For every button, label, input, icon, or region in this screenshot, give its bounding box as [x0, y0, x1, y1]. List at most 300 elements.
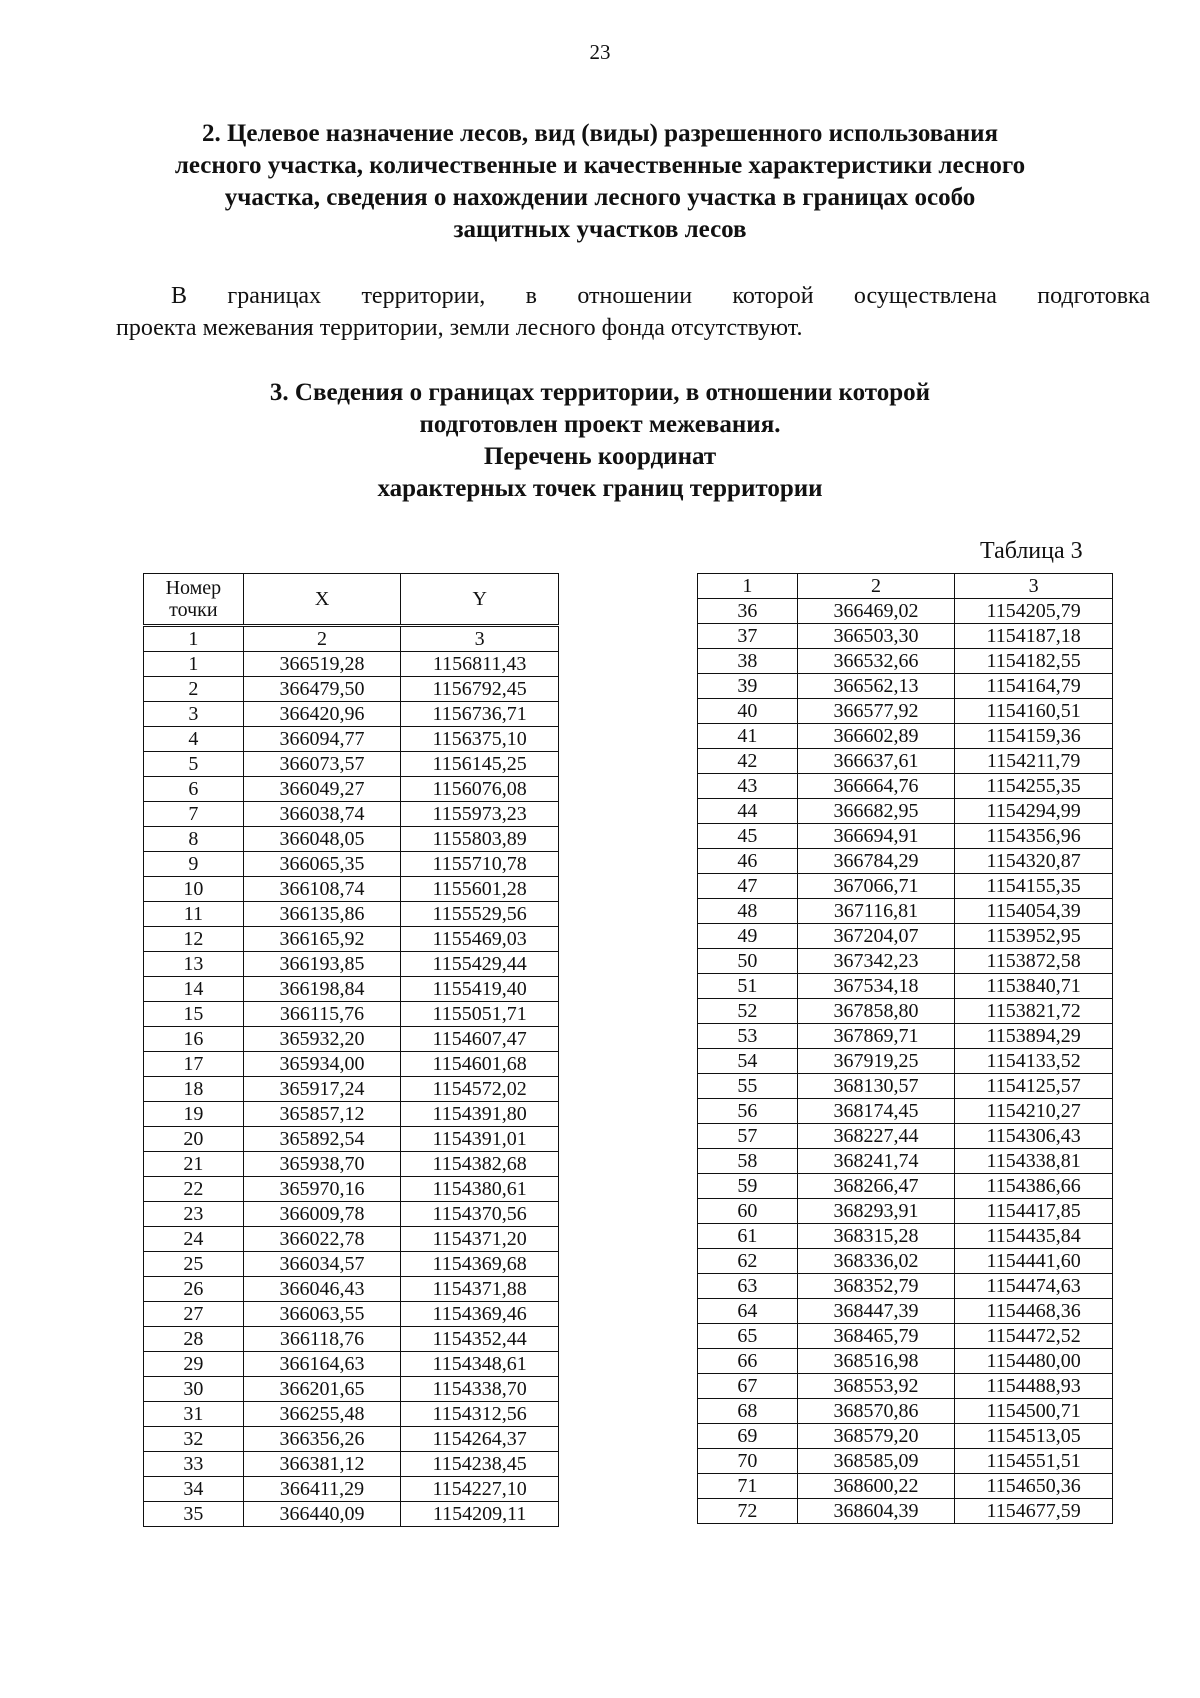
- x-coordinate-cell: 365938,70: [243, 1152, 401, 1177]
- heading-line: лесного участка, количественные и качественные характеристики лесного: [174, 152, 1026, 179]
- x-coordinate-cell: 368604,39: [797, 1499, 955, 1524]
- heading-line: подготовлен проект межевания.: [419, 411, 781, 438]
- point-number-cell: 20: [144, 1127, 244, 1152]
- y-coordinate-cell: 1153872,58: [955, 949, 1113, 974]
- y-coordinate-cell: 1154159,36: [955, 724, 1113, 749]
- y-coordinate-cell: 1154380,61: [401, 1177, 559, 1202]
- table-row: [698, 674, 1113, 699]
- y-coordinate-cell: 1154500,71: [955, 1399, 1113, 1424]
- table-row: [144, 952, 559, 977]
- x-coordinate-cell: 365970,16: [243, 1177, 401, 1202]
- point-number-cell: 69: [698, 1424, 798, 1449]
- table-row: [144, 1152, 559, 1177]
- table-row: [698, 1349, 1113, 1374]
- point-number-cell: 11: [144, 902, 244, 927]
- x-coordinate-cell: 367869,71: [797, 1024, 955, 1049]
- x-coordinate-cell: 368585,09: [797, 1449, 955, 1474]
- y-coordinate-cell: 1154382,68: [401, 1152, 559, 1177]
- x-coordinate-cell: 367919,25: [797, 1049, 955, 1074]
- point-number-cell: 30: [144, 1377, 244, 1402]
- point-number-cell: 64: [698, 1299, 798, 1324]
- x-coordinate-cell: 368516,98: [797, 1349, 955, 1374]
- x-coordinate-cell: 366440,09: [243, 1502, 401, 1527]
- table-row: [144, 752, 559, 777]
- x-coordinate-cell: 366637,61: [797, 749, 955, 774]
- x-coordinate-cell: 368130,57: [797, 1074, 955, 1099]
- table-row: [144, 1252, 559, 1277]
- table-row: [698, 849, 1113, 874]
- y-coordinate-cell: 1154572,02: [401, 1077, 559, 1102]
- x-coordinate-cell: 366664,76: [797, 774, 955, 799]
- y-coordinate-cell: 1154480,00: [955, 1349, 1113, 1374]
- table-row: [144, 852, 559, 877]
- x-coordinate-cell: 367858,80: [797, 999, 955, 1024]
- point-number-cell: 70: [698, 1449, 798, 1474]
- heading-line: характерных точек границ территории: [377, 475, 823, 502]
- y-coordinate-cell: 1154155,35: [955, 874, 1113, 899]
- point-number-cell: 42: [698, 749, 798, 774]
- point-number-cell: 37: [698, 624, 798, 649]
- y-coordinate-cell: 1155419,40: [401, 977, 559, 1002]
- y-coordinate-cell: 1155529,56: [401, 902, 559, 927]
- point-number-cell: 9: [144, 852, 244, 877]
- x-coordinate-cell: 366784,29: [797, 849, 955, 874]
- y-coordinate-cell: 1154211,79: [955, 749, 1113, 774]
- y-coordinate-cell: 1154306,43: [955, 1124, 1113, 1149]
- y-coordinate-cell: 1154551,51: [955, 1449, 1113, 1474]
- point-number-cell: 10: [144, 877, 244, 902]
- x-coordinate-cell: 367342,23: [797, 949, 955, 974]
- point-number-cell: 1: [144, 652, 244, 677]
- x-coordinate-cell: 365892,54: [243, 1127, 401, 1152]
- x-coordinate-cell: 367534,18: [797, 974, 955, 999]
- x-coordinate-cell: 366073,57: [243, 752, 401, 777]
- y-coordinate-cell: 1154607,47: [401, 1027, 559, 1052]
- table-row: [698, 874, 1113, 899]
- x-coordinate-cell: 366519,28: [243, 652, 401, 677]
- table-row: [698, 624, 1113, 649]
- x-coordinate-cell: 368266,47: [797, 1174, 955, 1199]
- column-number: 3: [401, 626, 559, 652]
- point-number-cell: 19: [144, 1102, 244, 1127]
- heading-line: участка, сведения о нахождении лесного участка в границах особо: [224, 184, 976, 211]
- y-coordinate-cell: 1154391,80: [401, 1102, 559, 1127]
- point-number-cell: 56: [698, 1099, 798, 1124]
- x-coordinate-cell: 368174,45: [797, 1099, 955, 1124]
- table-row: [144, 1327, 559, 1352]
- x-coordinate-cell: 368315,28: [797, 1224, 955, 1249]
- point-number-cell: 40: [698, 699, 798, 724]
- y-coordinate-cell: 1153840,71: [955, 974, 1113, 999]
- section-2-paragraph: [116, 280, 1150, 344]
- x-coordinate-cell: 366135,86: [243, 902, 401, 927]
- x-coordinate-cell: 366022,78: [243, 1227, 401, 1252]
- y-coordinate-cell: 1154371,88: [401, 1277, 559, 1302]
- point-number-cell: 72: [698, 1499, 798, 1524]
- x-coordinate-cell: 366602,89: [797, 724, 955, 749]
- table-row: [698, 1324, 1113, 1349]
- y-coordinate-cell: 1155601,28: [401, 877, 559, 902]
- table-row: [144, 1477, 559, 1502]
- point-number-cell: 49: [698, 924, 798, 949]
- x-coordinate-cell: 368600,22: [797, 1474, 955, 1499]
- x-coordinate-cell: 366048,05: [243, 827, 401, 852]
- table-row: [698, 724, 1113, 749]
- table-row: [698, 1299, 1113, 1324]
- x-coordinate-cell: 366201,65: [243, 1377, 401, 1402]
- header-y: Y: [401, 574, 559, 626]
- point-number-cell: 21: [144, 1152, 244, 1177]
- table-row: [698, 799, 1113, 824]
- y-coordinate-cell: 1154601,68: [401, 1052, 559, 1077]
- x-coordinate-cell: 366108,74: [243, 877, 401, 902]
- table-caption: Таблица 3: [980, 538, 1083, 564]
- y-coordinate-cell: 1154133,52: [955, 1049, 1113, 1074]
- point-number-cell: 59: [698, 1174, 798, 1199]
- point-number-cell: 39: [698, 674, 798, 699]
- y-coordinate-cell: 1154187,18: [955, 624, 1113, 649]
- y-coordinate-cell: 1154160,51: [955, 699, 1113, 724]
- table-row: [698, 999, 1113, 1024]
- x-coordinate-cell: 366577,92: [797, 699, 955, 724]
- x-coordinate-cell: 366065,35: [243, 852, 401, 877]
- y-coordinate-cell: 1154352,44: [401, 1327, 559, 1352]
- x-coordinate-cell: 365934,00: [243, 1052, 401, 1077]
- table-row: [698, 1124, 1113, 1149]
- section-2-heading: [140, 118, 1060, 246]
- point-number-cell: 41: [698, 724, 798, 749]
- x-coordinate-cell: 368293,91: [797, 1199, 955, 1224]
- y-coordinate-cell: 1154677,59: [955, 1499, 1113, 1524]
- column-number: 2: [797, 574, 955, 599]
- y-coordinate-cell: 1154264,37: [401, 1427, 559, 1452]
- x-coordinate-cell: 368570,86: [797, 1399, 955, 1424]
- heading-line: Перечень координат: [483, 443, 717, 470]
- table-row: [698, 974, 1113, 999]
- y-coordinate-cell: 1154435,84: [955, 1224, 1113, 1249]
- y-coordinate-cell: 1154238,45: [401, 1452, 559, 1477]
- table-row: [698, 1499, 1113, 1524]
- x-coordinate-cell: 365917,24: [243, 1077, 401, 1102]
- point-number-cell: 65: [698, 1324, 798, 1349]
- y-coordinate-cell: 1155469,03: [401, 927, 559, 952]
- table-row: [144, 1377, 559, 1402]
- table-row: [698, 749, 1113, 774]
- point-number-cell: 27: [144, 1302, 244, 1327]
- point-number-cell: 17: [144, 1052, 244, 1077]
- point-number-cell: 45: [698, 824, 798, 849]
- table-row: [698, 1199, 1113, 1224]
- point-number-cell: 44: [698, 799, 798, 824]
- header-x: X: [243, 574, 401, 626]
- y-coordinate-cell: 1156792,45: [401, 677, 559, 702]
- x-coordinate-cell: 366411,29: [243, 1477, 401, 1502]
- table-row: [144, 1077, 559, 1102]
- point-number-cell: 16: [144, 1027, 244, 1052]
- column-number-row: [698, 574, 1113, 599]
- x-coordinate-cell: 366694,91: [797, 824, 955, 849]
- y-coordinate-cell: 1154386,66: [955, 1174, 1113, 1199]
- paragraph-line: В границах территории, в отношении которой осуществлена подготовка: [171, 283, 1150, 309]
- x-coordinate-cell: 366115,76: [243, 1002, 401, 1027]
- table-row: [144, 1002, 559, 1027]
- x-coordinate-cell: 366198,84: [243, 977, 401, 1002]
- y-coordinate-cell: 1155429,44: [401, 952, 559, 977]
- y-coordinate-cell: 1153821,72: [955, 999, 1113, 1024]
- table-row: [698, 1174, 1113, 1199]
- point-number-cell: 66: [698, 1349, 798, 1374]
- point-number-cell: 61: [698, 1224, 798, 1249]
- y-coordinate-cell: 1154312,56: [401, 1402, 559, 1427]
- table-row: [698, 924, 1113, 949]
- point-number-cell: 50: [698, 949, 798, 974]
- table-row: [144, 1452, 559, 1477]
- table-header-row: [144, 574, 559, 626]
- table-row: [698, 1374, 1113, 1399]
- table-row: [144, 1352, 559, 1377]
- x-coordinate-cell: 366049,27: [243, 777, 401, 802]
- table-row: [144, 1127, 559, 1152]
- y-coordinate-cell: 1155803,89: [401, 827, 559, 852]
- table-row: [698, 824, 1113, 849]
- x-coordinate-cell: 366479,50: [243, 677, 401, 702]
- table-row: [144, 1052, 559, 1077]
- coordinates-table-left: [143, 573, 559, 1527]
- y-coordinate-cell: 1154369,46: [401, 1302, 559, 1327]
- table-row: [144, 727, 559, 752]
- y-coordinate-cell: 1153894,29: [955, 1024, 1113, 1049]
- point-number-cell: 67: [698, 1374, 798, 1399]
- y-coordinate-cell: 1154474,63: [955, 1274, 1113, 1299]
- y-coordinate-cell: 1154348,61: [401, 1352, 559, 1377]
- column-number-row: [144, 626, 559, 652]
- heading-line: 3. Сведения о границах территории, в отношении которой: [269, 379, 931, 406]
- point-number-cell: 28: [144, 1327, 244, 1352]
- point-number-cell: 36: [698, 599, 798, 624]
- point-number-cell: 48: [698, 899, 798, 924]
- table-row: [144, 1177, 559, 1202]
- x-coordinate-cell: 366009,78: [243, 1202, 401, 1227]
- table-row: [144, 1402, 559, 1427]
- x-coordinate-cell: 366503,30: [797, 624, 955, 649]
- y-coordinate-cell: 1156736,71: [401, 702, 559, 727]
- point-number-cell: 55: [698, 1074, 798, 1099]
- y-coordinate-cell: 1154356,96: [955, 824, 1113, 849]
- x-coordinate-cell: 365932,20: [243, 1027, 401, 1052]
- table-row: [144, 1277, 559, 1302]
- table-row: [698, 899, 1113, 924]
- y-coordinate-cell: 1153952,95: [955, 924, 1113, 949]
- section-3-heading: [140, 377, 1060, 505]
- table-row: [698, 949, 1113, 974]
- point-number-cell: 35: [144, 1502, 244, 1527]
- x-coordinate-cell: 366118,76: [243, 1327, 401, 1352]
- point-number-cell: 34: [144, 1477, 244, 1502]
- y-coordinate-cell: 1154513,05: [955, 1424, 1113, 1449]
- table-row: [698, 1024, 1113, 1049]
- point-number-cell: 6: [144, 777, 244, 802]
- column-number: 1: [698, 574, 798, 599]
- coordinates-table-right: [697, 573, 1113, 1524]
- table-row: [144, 877, 559, 902]
- table-row: [698, 599, 1113, 624]
- y-coordinate-cell: 1154320,87: [955, 849, 1113, 874]
- y-coordinate-cell: 1154125,57: [955, 1074, 1113, 1099]
- x-coordinate-cell: 367066,71: [797, 874, 955, 899]
- point-number-cell: 7: [144, 802, 244, 827]
- point-number-cell: 2: [144, 677, 244, 702]
- column-number: 3: [955, 574, 1113, 599]
- point-number-cell: 33: [144, 1452, 244, 1477]
- x-coordinate-cell: 366356,26: [243, 1427, 401, 1452]
- table-row: [144, 1302, 559, 1327]
- y-coordinate-cell: 1154417,85: [955, 1199, 1113, 1224]
- y-coordinate-cell: 1154054,39: [955, 899, 1113, 924]
- table-row: [698, 1049, 1113, 1074]
- y-coordinate-cell: 1154205,79: [955, 599, 1113, 624]
- y-coordinate-cell: 1156811,43: [401, 652, 559, 677]
- x-coordinate-cell: 366193,85: [243, 952, 401, 977]
- table-row: [144, 1027, 559, 1052]
- y-coordinate-cell: 1156145,25: [401, 752, 559, 777]
- table-row: [698, 1449, 1113, 1474]
- table-row: [698, 699, 1113, 724]
- y-coordinate-cell: 1154468,36: [955, 1299, 1113, 1324]
- x-coordinate-cell: 366255,48: [243, 1402, 401, 1427]
- point-number-cell: 15: [144, 1002, 244, 1027]
- x-coordinate-cell: 368227,44: [797, 1124, 955, 1149]
- table-row: [698, 1399, 1113, 1424]
- x-coordinate-cell: 366046,43: [243, 1277, 401, 1302]
- point-number-cell: 58: [698, 1149, 798, 1174]
- table-row: [144, 977, 559, 1002]
- page-number: 23: [589, 40, 611, 64]
- y-coordinate-cell: 1154369,68: [401, 1252, 559, 1277]
- point-number-cell: 57: [698, 1124, 798, 1149]
- point-number-cell: 47: [698, 874, 798, 899]
- table-row: [144, 1102, 559, 1127]
- point-number-cell: 25: [144, 1252, 244, 1277]
- table-row: [698, 1424, 1113, 1449]
- y-coordinate-cell: 1154338,70: [401, 1377, 559, 1402]
- x-coordinate-cell: 366094,77: [243, 727, 401, 752]
- point-number-cell: 14: [144, 977, 244, 1002]
- table-row: [144, 1227, 559, 1252]
- y-coordinate-cell: 1154227,10: [401, 1477, 559, 1502]
- point-number-cell: 5: [144, 752, 244, 777]
- column-number: 1: [144, 626, 244, 652]
- heading-line: защитных участков лесов: [453, 216, 747, 243]
- x-coordinate-cell: 366063,55: [243, 1302, 401, 1327]
- y-coordinate-cell: 1154294,99: [955, 799, 1113, 824]
- y-coordinate-cell: 1154164,79: [955, 674, 1113, 699]
- x-coordinate-cell: 366381,12: [243, 1452, 401, 1477]
- x-coordinate-cell: 366034,57: [243, 1252, 401, 1277]
- x-coordinate-cell: 368241,74: [797, 1149, 955, 1174]
- x-coordinate-cell: 366469,02: [797, 599, 955, 624]
- x-coordinate-cell: 366562,13: [797, 674, 955, 699]
- table-row: [144, 802, 559, 827]
- table-row: [144, 702, 559, 727]
- point-number-cell: 52: [698, 999, 798, 1024]
- table-row: [698, 1224, 1113, 1249]
- x-coordinate-cell: 368579,20: [797, 1424, 955, 1449]
- y-coordinate-cell: 1155973,23: [401, 802, 559, 827]
- y-coordinate-cell: 1156076,08: [401, 777, 559, 802]
- point-number-cell: 68: [698, 1399, 798, 1424]
- point-number-cell: 53: [698, 1024, 798, 1049]
- table-row: [698, 774, 1113, 799]
- x-coordinate-cell: 368352,79: [797, 1274, 955, 1299]
- y-coordinate-cell: 1154182,55: [955, 649, 1113, 674]
- point-number-cell: 43: [698, 774, 798, 799]
- point-number-cell: 23: [144, 1202, 244, 1227]
- x-coordinate-cell: 368447,39: [797, 1299, 955, 1324]
- point-number-cell: 4: [144, 727, 244, 752]
- x-coordinate-cell: 366164,63: [243, 1352, 401, 1377]
- y-coordinate-cell: 1156375,10: [401, 727, 559, 752]
- point-number-cell: 18: [144, 1077, 244, 1102]
- point-number-cell: 24: [144, 1227, 244, 1252]
- y-coordinate-cell: 1154209,11: [401, 1502, 559, 1527]
- y-coordinate-cell: 1155051,71: [401, 1002, 559, 1027]
- x-coordinate-cell: 367116,81: [797, 899, 955, 924]
- point-number-cell: 38: [698, 649, 798, 674]
- x-coordinate-cell: 366420,96: [243, 702, 401, 727]
- point-number-cell: 51: [698, 974, 798, 999]
- point-number-cell: 60: [698, 1199, 798, 1224]
- table-row: [698, 1099, 1113, 1124]
- point-number-cell: 62: [698, 1249, 798, 1274]
- y-coordinate-cell: 1154210,27: [955, 1099, 1113, 1124]
- header-point-number: Номер точки: [144, 574, 244, 626]
- y-coordinate-cell: 1154472,52: [955, 1324, 1113, 1349]
- y-coordinate-cell: 1154370,56: [401, 1202, 559, 1227]
- y-coordinate-cell: 1154441,60: [955, 1249, 1113, 1274]
- table-row: [698, 1474, 1113, 1499]
- paragraph-line: проекта межевания территории, земли лесного фонда отсутствуют.: [116, 315, 803, 341]
- table-row: [698, 649, 1113, 674]
- table-row: [698, 1074, 1113, 1099]
- y-coordinate-cell: 1154338,81: [955, 1149, 1113, 1174]
- point-number-cell: 22: [144, 1177, 244, 1202]
- table-row: [144, 652, 559, 677]
- point-number-cell: 71: [698, 1474, 798, 1499]
- table-row: [144, 677, 559, 702]
- y-coordinate-cell: 1154650,36: [955, 1474, 1113, 1499]
- point-number-cell: 32: [144, 1427, 244, 1452]
- point-number-cell: 8: [144, 827, 244, 852]
- x-coordinate-cell: 368553,92: [797, 1374, 955, 1399]
- y-coordinate-cell: 1155710,78: [401, 852, 559, 877]
- table-row: [698, 1274, 1113, 1299]
- point-number-cell: 29: [144, 1352, 244, 1377]
- table-row: [698, 1149, 1113, 1174]
- point-number-cell: 46: [698, 849, 798, 874]
- table-row: [144, 777, 559, 802]
- x-coordinate-cell: 368465,79: [797, 1324, 955, 1349]
- x-coordinate-cell: 366532,66: [797, 649, 955, 674]
- y-coordinate-cell: 1154371,20: [401, 1227, 559, 1252]
- x-coordinate-cell: 366682,95: [797, 799, 955, 824]
- point-number-cell: 26: [144, 1277, 244, 1302]
- column-number: 2: [243, 626, 401, 652]
- y-coordinate-cell: 1154255,35: [955, 774, 1113, 799]
- x-coordinate-cell: 365857,12: [243, 1102, 401, 1127]
- heading-line: 2. Целевое назначение лесов, вид (виды) разрешенного использования: [201, 120, 999, 147]
- point-number-cell: 12: [144, 927, 244, 952]
- y-coordinate-cell: 1154391,01: [401, 1127, 559, 1152]
